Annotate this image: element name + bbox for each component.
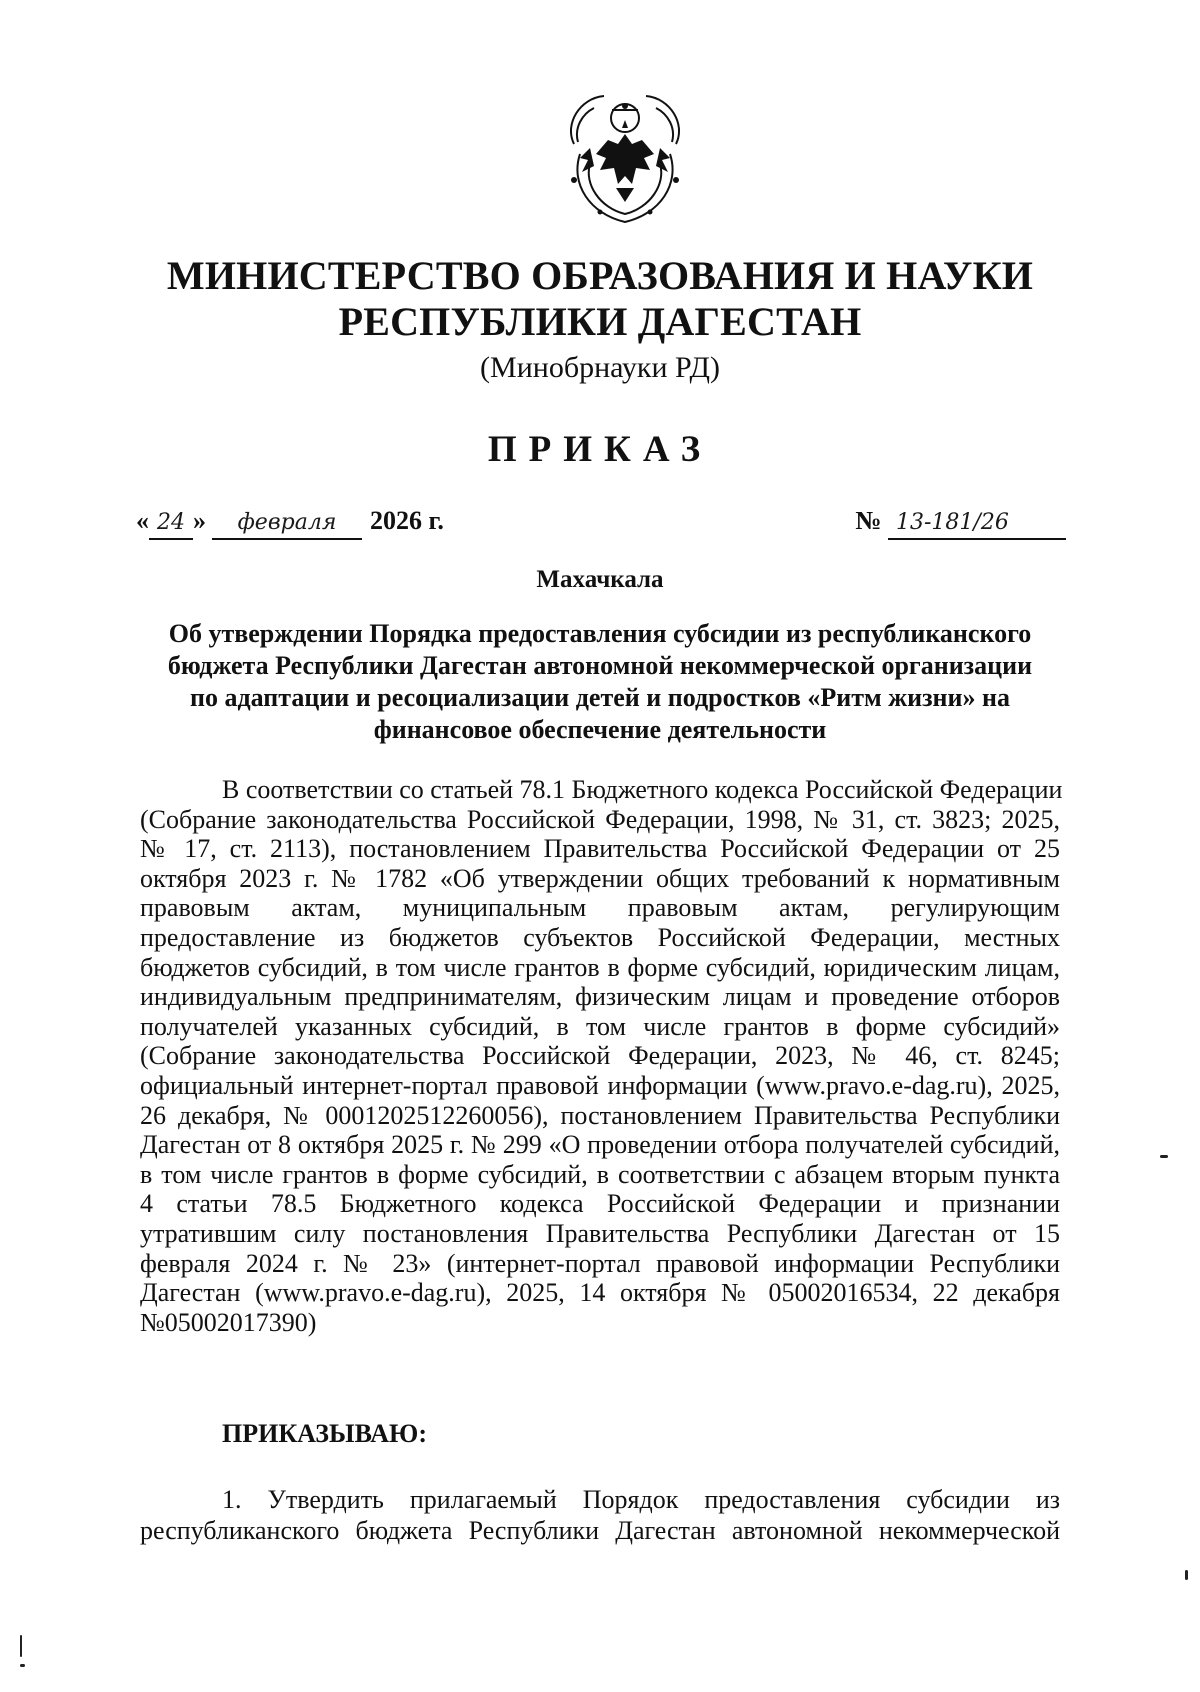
- preamble-line: получателей указанных субсидий, в том числе грантов в форме субсидий»: [140, 1011, 1060, 1041]
- subject-line: финансовое обеспечение деятельности: [373, 715, 827, 744]
- preamble-line: 4 статьи 78.5 Бюджетного кодекса Российской Федерации и признании: [140, 1189, 1060, 1219]
- item-line: республиканского бюджета Республики Дагестан автономной некоммерческой: [140, 1516, 1060, 1545]
- ministry-short-name: (Минобрнауки РД): [480, 351, 720, 384]
- preamble-line: индивидуальным предпринимателям, физическим лицам и проведение отборов: [140, 982, 1060, 1012]
- preamble-line: предоставление из бюджетов субъектов Российской Федерации, местных: [140, 922, 1060, 952]
- dagestan-coat-of-arms-emblem: [560, 84, 690, 228]
- preamble-paragraph: [140, 775, 1063, 1337]
- subject-line: бюджета Республики Дагестан автономной некоммерческой организации: [167, 651, 1033, 680]
- preamble-line: правовым актам, муниципальным правовым актам, регулирующим: [140, 893, 1060, 923]
- preamble-line: № 17, ст. 2113), постановлением Правительства Российской Федерации от 25: [140, 834, 1060, 864]
- number-label: №: [855, 506, 882, 535]
- ministry-name-line2: РЕСПУБЛИКИ ДАГЕСТАН: [338, 299, 862, 344]
- preamble-line: официальный интернет-портал правовой информации (www.pravo.e-dag.ru), 2025,: [140, 1070, 1060, 1100]
- preamble-line: (Собрание законодательства Российской Федерации, 1998, № 31, ст. 3823; 2025,: [140, 804, 1060, 834]
- order-number: [855, 506, 1066, 540]
- subject-line: по адаптации и ресоциализации детей и подростков «Ритм жизни» на: [189, 683, 1010, 712]
- preamble-line: №05002017390): [140, 1307, 317, 1337]
- preamble-line: Дагестан (www.pravo.e-dag.ru), 2025, 14 октября № 05002016534, 22 декабря: [140, 1278, 1060, 1308]
- preamble-line: бюджетов субсидий, в том числе грантов в форме субсидий, юридическим лицам,: [140, 952, 1060, 982]
- preamble-line: (Собрание законодательства Российской Федерации, 2023, № 46, ст. 8245;: [140, 1041, 1060, 1071]
- date-close-quote: »: [193, 506, 206, 535]
- preamble-line: 26 декабря, № 0001202512260056), постановлением Правительства Республики: [140, 1100, 1060, 1130]
- ministry-name-line1: МИНИСТЕРСТВО ОБРАЗОВАНИЯ И НАУКИ: [166, 253, 1034, 298]
- date-day: 24: [149, 508, 193, 540]
- preamble-line: утратившим силу постановления Правительства Республики Дагестан от 15: [140, 1218, 1060, 1248]
- order-subject: [140, 618, 1060, 746]
- scan-speck: [1185, 1570, 1188, 1580]
- document-type-heading: ПРИКАЗ: [487, 429, 713, 470]
- date-year: 2026 г.: [370, 506, 444, 535]
- preamble-line: октября 2023 г. № 1782 «Об утверждении общих требований к нормативным: [140, 863, 1060, 893]
- preamble-line: февраля 2024 г. № 23» (интернет-портал правовой информации Республики: [140, 1248, 1060, 1278]
- scan-speck: [1160, 1155, 1168, 1158]
- preamble-line: Дагестан от 8 октября 2025 г. № 299 «О проведении отбора получателей субсидий,: [140, 1130, 1060, 1160]
- scan-speck: [20, 1635, 22, 1657]
- preamble-line: в том числе грантов в форме субсидий, в соответствии с абзацем вторым пункта: [140, 1159, 1060, 1189]
- date-number-line: [136, 506, 1066, 546]
- preamble-line: В соответствии со статьей 78.1 Бюджетного кодекса Российской Федерации: [222, 775, 1063, 804]
- item-line: 1. Утвердить прилагаемый Порядок предоставления субсидии из: [222, 1485, 1060, 1514]
- subject-line: Об утверждении Порядка предоставления субсидии из республиканского: [168, 619, 1032, 648]
- number-value: 13-181/26: [888, 508, 1066, 540]
- date-open-quote: «: [136, 506, 149, 535]
- scan-speck: [20, 1664, 25, 1667]
- order-item-1: [140, 1484, 1060, 1546]
- city-name: Махачкала: [536, 566, 664, 593]
- decree-word: ПРИКАЗЫВАЮ:: [222, 1419, 427, 1448]
- date-month: февраля: [212, 508, 362, 540]
- order-date: [136, 506, 444, 540]
